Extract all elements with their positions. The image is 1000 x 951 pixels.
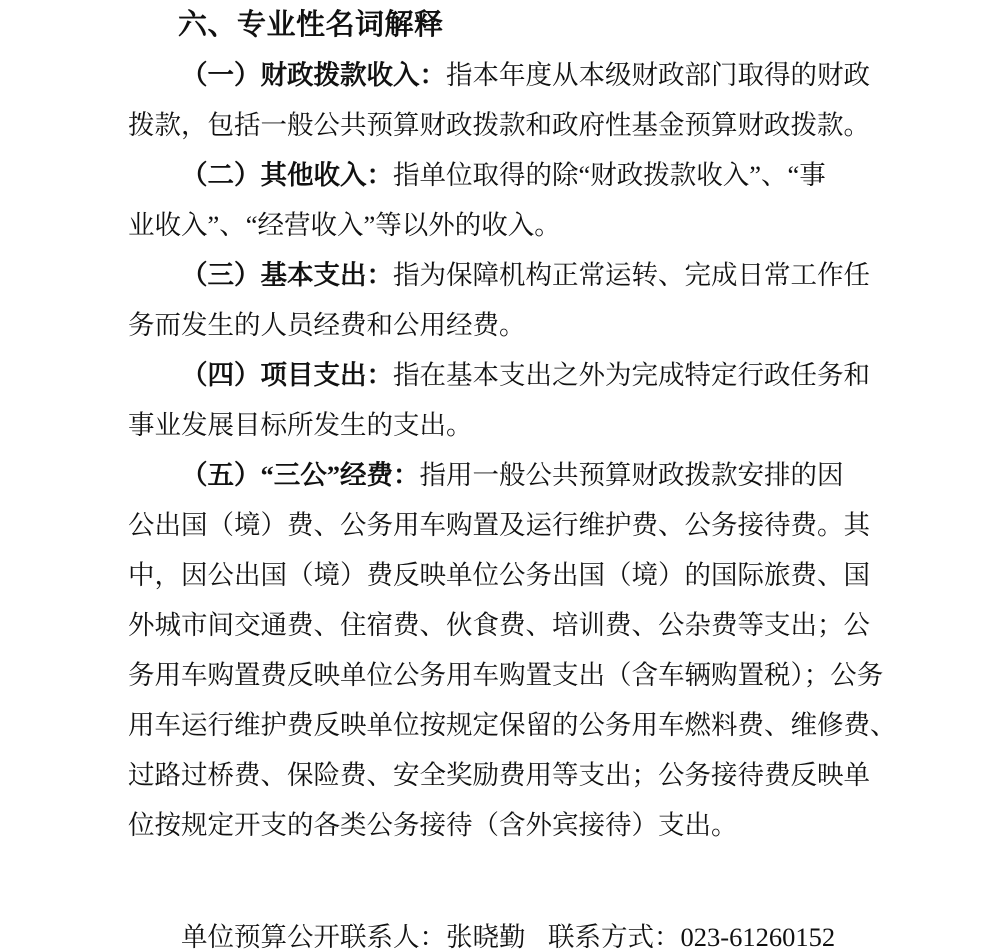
- term-definition: 务用车购置费反映单位公务用车购置支出（含车辆购置税）；公务: [128, 660, 884, 690]
- term-definition: 位按规定开支的各类公务接待（含外宾接待）支出。: [128, 810, 738, 840]
- term-definition: 业收入”、“经营收入”等以外的收入。: [128, 210, 561, 240]
- term-definition: 中，因公出国（境）费反映单位公务出国（境）的国际旅费、国: [128, 560, 870, 590]
- text-line: [128, 450, 908, 500]
- document-content: [128, 0, 908, 951]
- text-line: [128, 150, 908, 200]
- text-line: [128, 650, 908, 700]
- contact-phone-number: 023-61260152: [680, 922, 836, 951]
- text-line: [128, 350, 908, 400]
- contact-person-label: 单位预算公开联系人：: [181, 922, 446, 951]
- term-definition: 指本年度从本级财政部门取得的财政: [446, 60, 870, 90]
- text-line: [128, 750, 908, 800]
- term-lead: （二）其他收入：: [181, 160, 393, 190]
- term-definition: 事业发展目标所发生的支出。: [128, 410, 473, 440]
- term-definition: 指用一般公共预算财政拨款安排的因: [419, 460, 844, 490]
- term-definition: 公出国（境）费、公务用车购置及运行维护费、公务接待费。其: [128, 510, 870, 540]
- term-definition: 用车运行维护费反映单位按规定保留的公务用车燃料费、维修费、: [128, 710, 897, 740]
- term-lead: （三）基本支出：: [181, 260, 393, 290]
- term-definition: 务而发生的人员经费和公用经费。: [128, 310, 526, 340]
- text-line: [128, 700, 908, 750]
- term-definition: 外城市间交通费、住宿费、伙食费、培训费、公杂费等支出；公: [128, 610, 870, 640]
- term-definition: 指单位取得的除“财政拨款收入”、“事: [393, 160, 826, 190]
- contact-line: [128, 914, 908, 951]
- term-definition: 拨款，包括一般公共预算财政拨款和政府性基金预算财政拨款。: [128, 110, 870, 140]
- text-line: [128, 100, 908, 150]
- text-line: [128, 600, 908, 650]
- term-lead: （五）“三公”经费：: [181, 460, 420, 490]
- text-line: [128, 200, 908, 250]
- text-line: [128, 50, 908, 100]
- term-lead: （四）项目支出：: [181, 360, 393, 390]
- paragraph-lines: [128, 50, 908, 850]
- text-line: [128, 400, 908, 450]
- contact-person-name: 张晓勤: [446, 922, 526, 951]
- text-line: [128, 300, 908, 350]
- text-line: [128, 550, 908, 600]
- text-line: [128, 500, 908, 550]
- term-definition: 过路过桥费、保险费、安全奖励费用等支出；公务接待费反映单: [128, 760, 870, 790]
- contact-phone-label: 联系方式：: [548, 922, 681, 951]
- section-title: 六、专业性名词解释: [178, 9, 444, 41]
- text-line: [128, 250, 908, 300]
- term-definition: 指在基本支出之外为完成特定行政任务和: [393, 360, 870, 390]
- term-lead: （一）财政拨款收入：: [181, 60, 446, 90]
- text-line: [128, 800, 908, 850]
- term-definition: 指为保障机构正常运转、完成日常工作任: [393, 260, 870, 290]
